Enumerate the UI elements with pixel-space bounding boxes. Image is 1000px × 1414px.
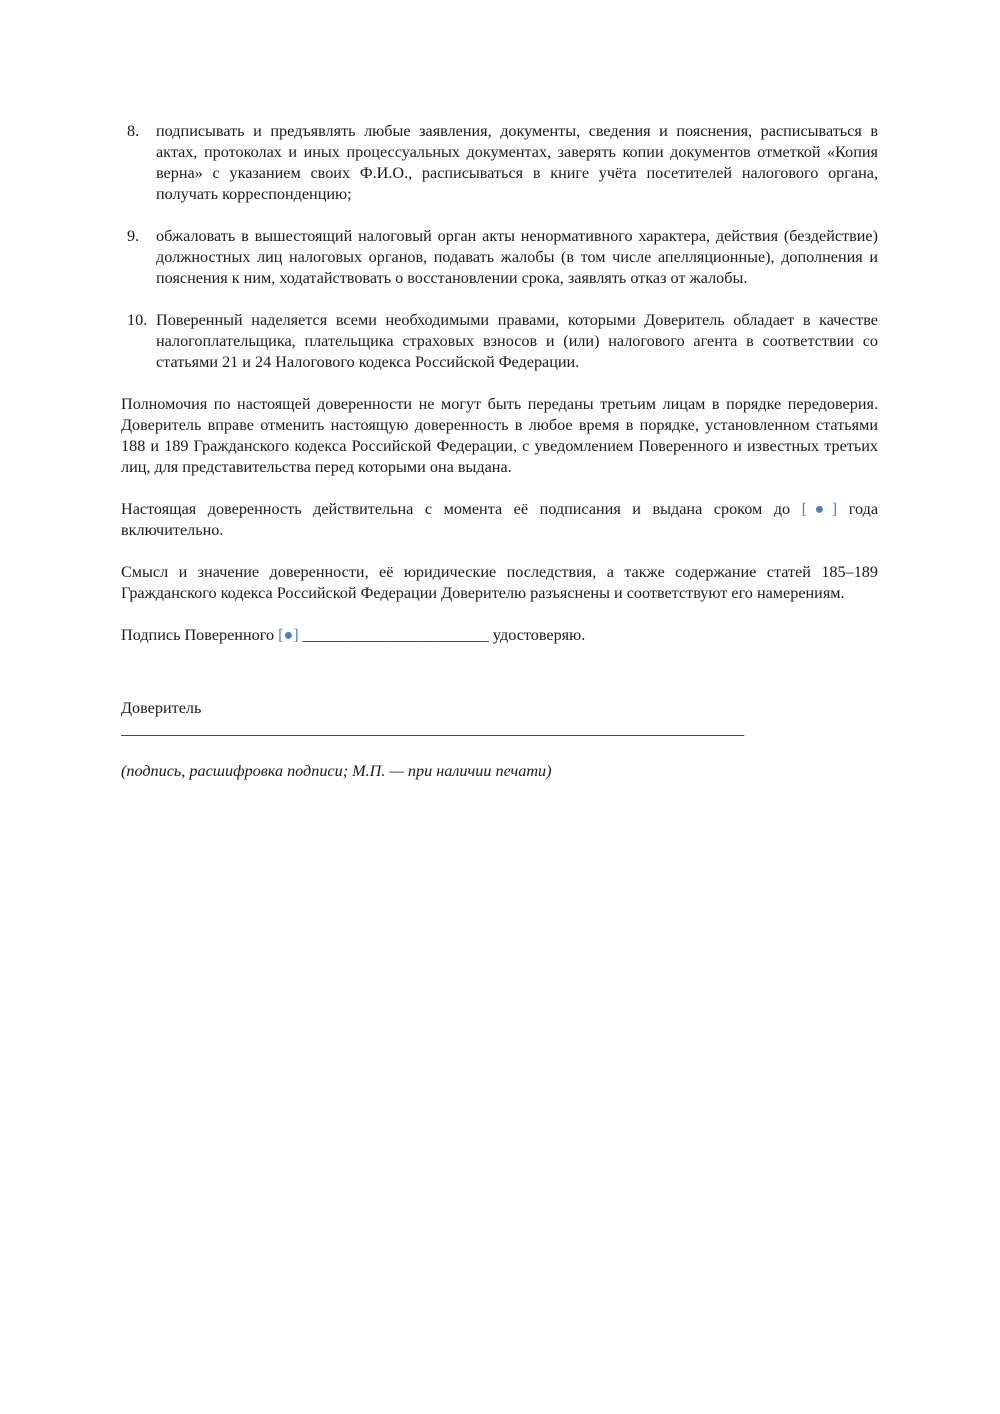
validity-text-before: Настоящая доверенность действительна с момента её подписания и выдана сроком до: [121, 500, 802, 518]
principal-signature-line[interactable]: _____________________________________________________________________________: [121, 720, 745, 738]
validity-paragraph: [121, 499, 878, 541]
principal-label: Доверитель: [121, 699, 202, 717]
list-item: [121, 310, 878, 373]
meaning-paragraph: Смысл и значение доверенности, её юридические последствия, а также содержание статей 185–189 Гражданского кодекса Российской Федерации Доверителю разъяснены и соответствуют его намерениям.: [121, 563, 878, 602]
attorney-name-placeholder[interactable]: [●]: [278, 626, 299, 644]
signature-blank[interactable]: _______________________: [298, 626, 493, 644]
delegation-paragraph: Полномочия по настоящей доверенности не могут быть переданы третьим лицам в порядке передоверия. Доверитель вправе отменить настоящую доверенность в любое время в порядке, установленном статьями 188 и 189 Гражданского кодекса Российской Федерации, с уведомлением Поверенного и известных третьих лиц, для представительства перед которыми она выдана.: [121, 395, 878, 476]
signature-certify: удостоверяю.: [492, 626, 586, 644]
validity-text-after: года включительно.: [121, 500, 879, 539]
list-item-text: Поверенный наделяется всеми необходимыми правами, которыми Доверитель обладает в качестве налогоплательщика, плательщика страховых взносов и (или) налогового агента в соответствии со статьями 21 и 24 Налогового кодекса Российской Федерации.: [156, 311, 878, 371]
signature-label: Подпись Поверенного: [121, 626, 279, 644]
list-item-number: 9.: [127, 227, 140, 245]
attorney-signature-line: [121, 625, 878, 646]
list-item-text: подписывать и предъявлять любые заявления, документы, сведения и пояснения, расписываться в актах, протоколах и иных процессуальных документах, заверять копии документов отметкой «Копия верна» с указанием своих Ф.И.О., расписываться в книге учёта посетителей налогового органа, получать корреспонденцию;: [156, 122, 878, 203]
list-item: [121, 226, 878, 289]
list-item-number: 8.: [127, 122, 140, 140]
powers-list: [121, 121, 878, 373]
list-item-text: обжаловать в вышестоящий налоговый орган акты ненормативного характера, действия (бездействие) должностных лиц налоговых органов, подавать жалобы (в том числе апелляционные), дополнения и пояснения к ним, ходатайствовать о восстановлении срока, заявлять отказ от жалобы.: [156, 227, 878, 287]
spacer: [121, 646, 878, 698]
signature-caption: (подпись, расшифровка подписи; М.П. — при наличии печати): [121, 762, 552, 780]
validity-date-placeholder[interactable]: [●]: [801, 500, 838, 518]
list-item-number: 10.: [127, 311, 148, 329]
list-item: [121, 121, 878, 205]
document-page: [121, 121, 878, 798]
